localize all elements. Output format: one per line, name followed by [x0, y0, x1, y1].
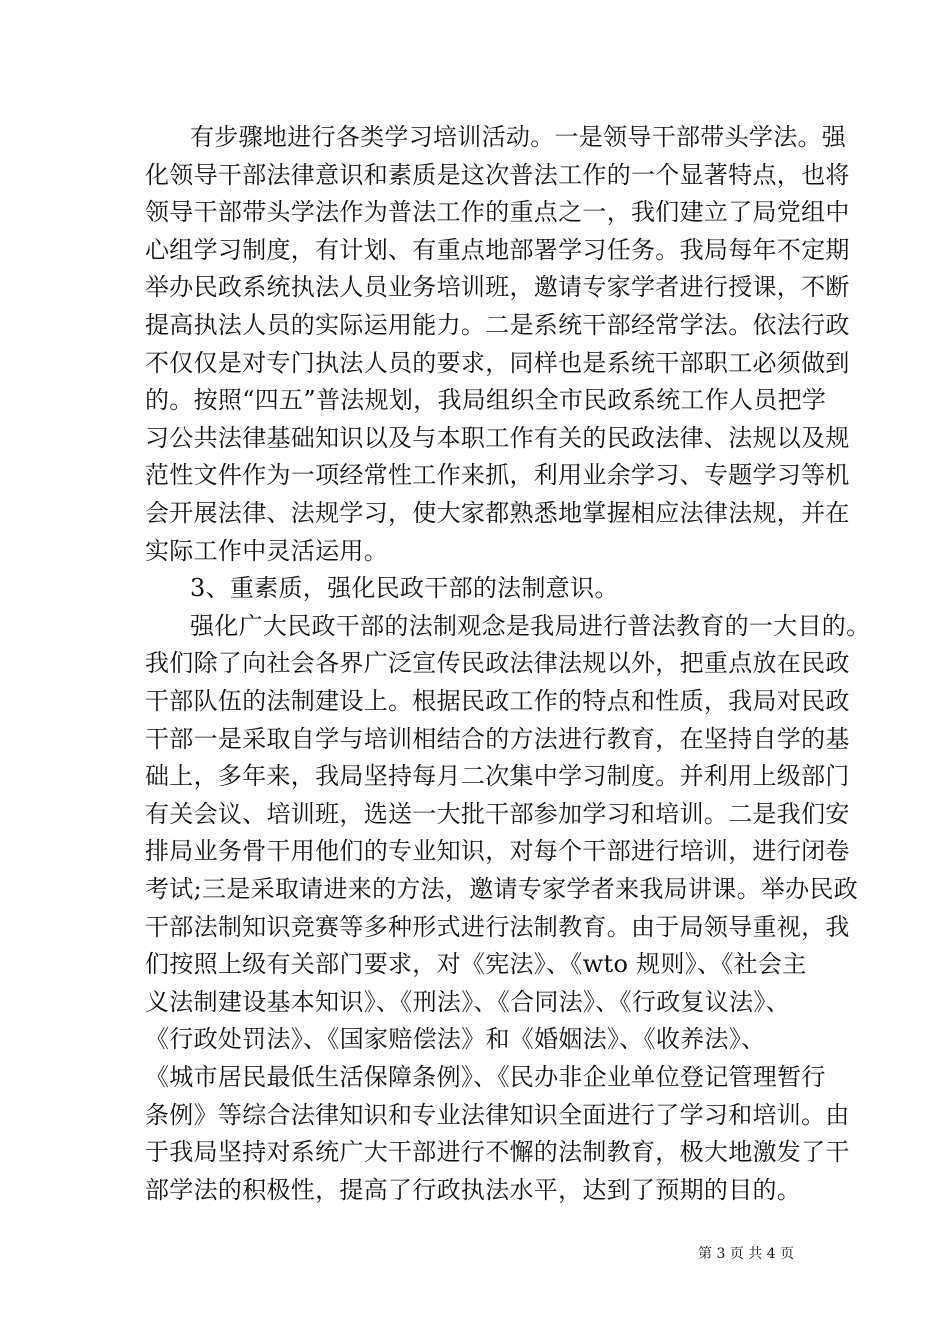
paragraph-line: 3、重素质，强化民政干部的法制意识。 [190, 574, 619, 602]
paragraph-line: 干部队伍的法制建设上。根据民政工作的特点和性质，我局对民政 [145, 687, 850, 715]
paragraph-line: 提高执法人员的实际运用能力。二是系统干部经常学法。依法行政 [145, 311, 850, 339]
paragraph-line: 实际工作中灵活运用。 [145, 537, 388, 565]
paragraph-line: 我们除了向社会各界广泛宣传民政法律法规以外，把重点放在民政 [145, 649, 850, 677]
paragraph-line: 不仅仅是对专门执法人员的要求，同样也是系统干部职工必须做到 [145, 349, 850, 377]
paragraph-line: 习公共法律基础知识以及与本职工作有关的民政法律、法规以及规 [145, 424, 850, 452]
paragraph-line: 领导干部带头学法作为普法工作的重点之一，我们建立了局党组中 [145, 198, 850, 226]
paragraph-line: 部学法的积极性，提高了行政执法水平，达到了预期的目的。 [145, 1176, 802, 1204]
paragraph-line: 义法制建设基本知识》、《刑法》、《合同法》、《行政复议法》、 [145, 988, 790, 1016]
paragraph-line: 条例》等综合法律知识和专业法律知识全面进行了学习和培训。由 [145, 1101, 850, 1129]
paragraph-line: 干部法制知识竞赛等多种形式进行法制教育。由于局领导重视，我 [145, 913, 850, 941]
page-number-footer: 第 3 页 共 4 页 [698, 1246, 795, 1262]
paragraph-line: 《城市居民最低生活保障条例》、《民办非企业单位登记管理暂行 [145, 1063, 826, 1091]
paragraph-line: 考试;三是采取请进来的方法，邀请专家学者来我局讲课。举办民政 [145, 875, 859, 903]
paragraph-line: 心组学习制度，有计划、有重点地部署学习任务。我局每年不定期 [145, 236, 850, 264]
paragraph-line: 会开展法律、法规学习，使大家都熟悉地掌握相应法律法规，并在 [145, 499, 850, 527]
paragraph-line: 强化广大民政干部的法制观念是我局进行普法教育的一大目的。 [190, 612, 871, 640]
paragraph-line: 化领导干部法律意识和素质是这次普法工作的一个显著特点，也将 [145, 161, 850, 189]
paragraph-line: 干部一是采取自学与培训相结合的方法进行教育，在坚持自学的基 [145, 725, 850, 753]
paragraph-line: 范性文件作为一项经常性工作来抓，利用业余学习、专题学习等机 [145, 461, 850, 489]
paragraph-line: 排局业务骨干用他们的专业知识，对每个干部进行培训，进行闭卷 [145, 837, 850, 865]
paragraph-line: 于我局坚持对系统广大干部进行不懈的法制教育，极大地激发了干 [145, 1138, 850, 1166]
paragraph-line: 《行政处罚法》、《国家赔偿法》和《婚姻法》、《收养法》、 [145, 1025, 766, 1053]
paragraph-line: 有关会议、培训班，选送一大批干部参加学习和培训。二是我们安 [145, 800, 850, 828]
paragraph-line: 举办民政系统执法人员业务培训班，邀请专家学者进行授课，不断 [145, 273, 850, 301]
paragraph-line: 有步骤地进行各类学习培训活动。一是领导干部带头学法。强 [190, 123, 847, 151]
paragraph-line: 础上，多年来，我局坚持每月二次集中学习制度。并利用上级部门 [145, 762, 850, 790]
paragraph-line: 们按照上级有关部门要求，对《宪法》、《wto 规则》、《社会主 [145, 950, 807, 978]
paragraph-line: 的。按照“四五”普法规划，我局组织全市民政系统工作人员把学 [145, 386, 827, 414]
